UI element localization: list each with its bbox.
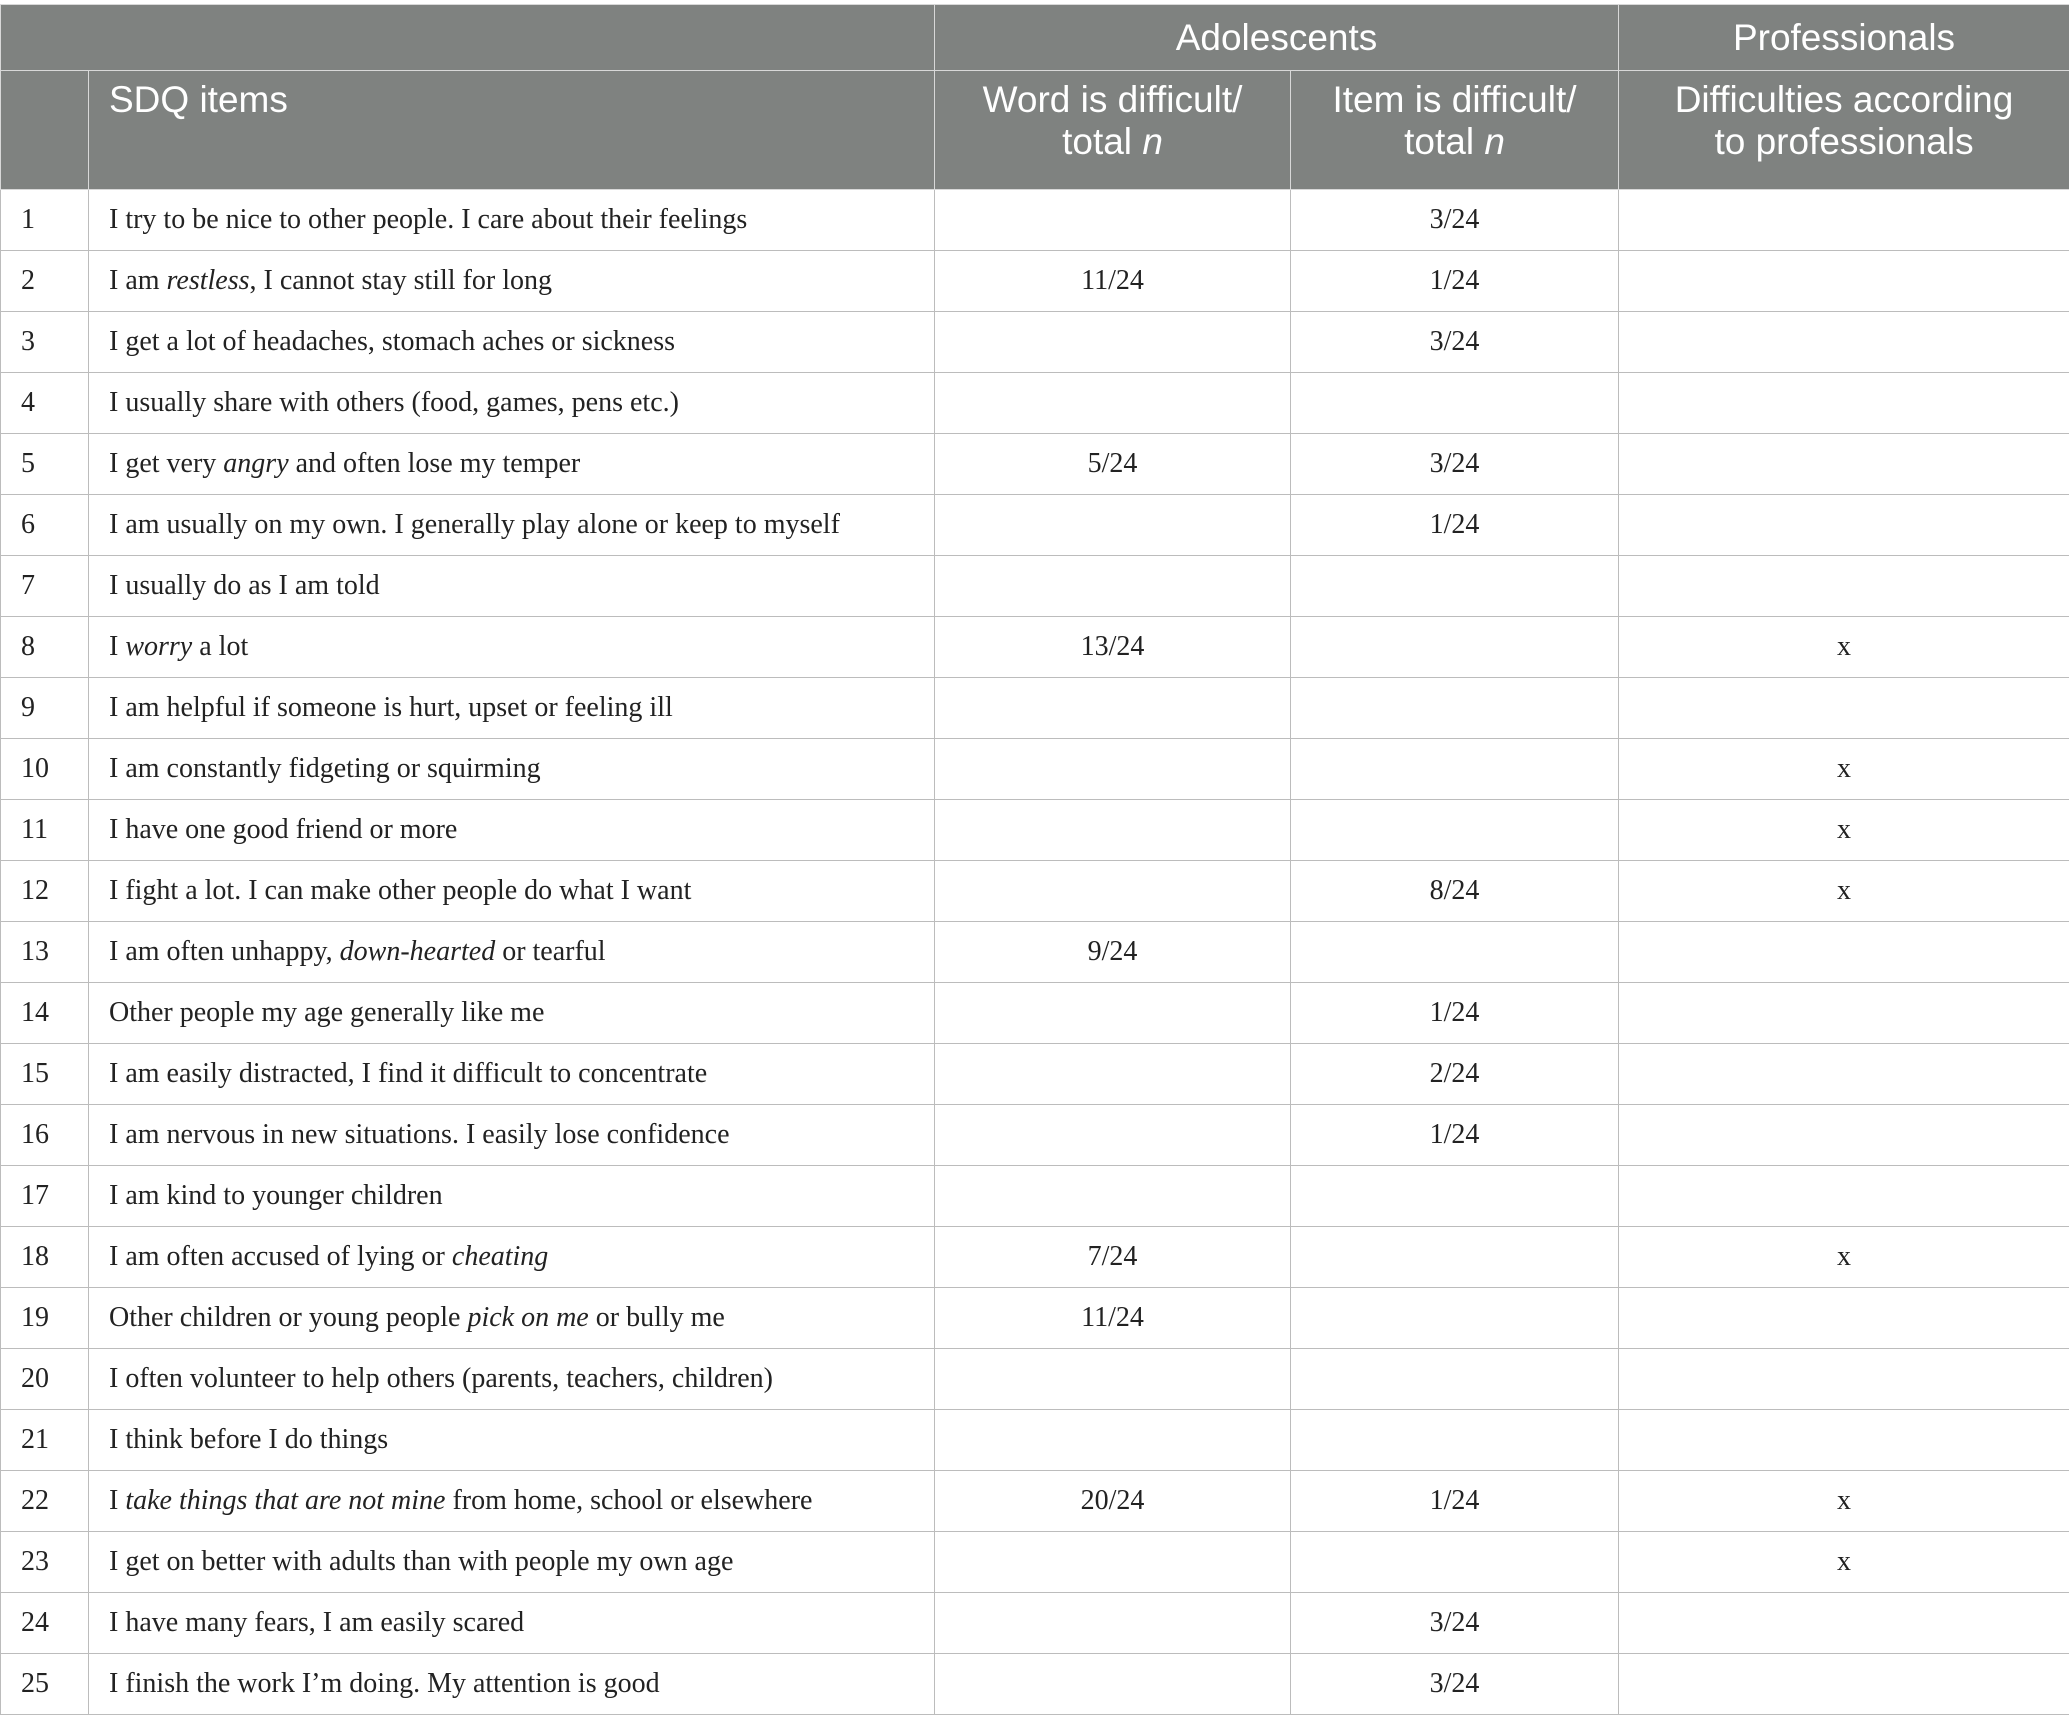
word-difficult-value — [935, 1654, 1291, 1715]
header-group-row — [1, 5, 2069, 71]
item-text-segment: I get a lot of headaches, stomach aches or sickness — [109, 326, 676, 357]
item-number: 21 — [1, 1410, 89, 1471]
table-row — [1, 922, 2069, 983]
word-difficult-value — [935, 1410, 1291, 1471]
item-text — [89, 1349, 935, 1410]
item-text-segment: , I cannot stay still for long — [249, 265, 553, 296]
item-number: 9 — [1, 678, 89, 739]
item-text-segment: I usually share with others (food, games, pens etc.) — [109, 387, 679, 418]
header-professionals-difficulties — [1619, 71, 2069, 190]
item-text — [89, 1288, 935, 1349]
table-row — [1, 1044, 2069, 1105]
item-number: 15 — [1, 1044, 89, 1105]
item-text — [89, 373, 935, 434]
item-difficult-value — [1291, 373, 1619, 434]
item-difficult-value: 2/24 — [1291, 1044, 1619, 1105]
item-text — [89, 983, 935, 1044]
item-difficult-value: 8/24 — [1291, 861, 1619, 922]
word-difficult-value — [935, 1044, 1291, 1105]
item-text — [89, 678, 935, 739]
item-difficult-value — [1291, 739, 1619, 800]
item-text — [89, 1044, 935, 1105]
item-difficult-value: 1/24 — [1291, 251, 1619, 312]
item-text — [89, 861, 935, 922]
table-row — [1, 373, 2069, 434]
professionals-mark — [1619, 312, 2069, 373]
item-difficult-value — [1291, 800, 1619, 861]
item-text-italic-segment: cheating — [451, 1241, 549, 1272]
professionals-mark: x — [1619, 800, 2069, 861]
item-text — [89, 800, 935, 861]
item-text-segment: Other people my age generally like me — [109, 997, 545, 1028]
item-difficult-value — [1291, 1166, 1619, 1227]
header-word-line2: total — [1062, 121, 1143, 162]
professionals-mark — [1619, 1105, 2069, 1166]
word-difficult-value: 11/24 — [935, 251, 1291, 312]
professionals-mark — [1619, 1654, 2069, 1715]
item-text-segment: I — [109, 631, 126, 662]
word-difficult-value — [935, 373, 1291, 434]
item-difficult-value: 1/24 — [1291, 983, 1619, 1044]
item-number: 8 — [1, 617, 89, 678]
item-text-segment: I think before I do things — [109, 1424, 389, 1455]
table-row — [1, 1288, 2069, 1349]
item-number: 18 — [1, 1227, 89, 1288]
item-text-italic-segment: restless — [166, 265, 250, 296]
item-text — [89, 617, 935, 678]
header-column-row — [1, 71, 2069, 190]
table-row — [1, 495, 2069, 556]
item-number: 1 — [1, 190, 89, 251]
item-text-segment: I have many fears, I am easily scared — [109, 1607, 525, 1638]
item-difficult-value: 3/24 — [1291, 312, 1619, 373]
item-difficult-value — [1291, 1288, 1619, 1349]
word-difficult-value — [935, 861, 1291, 922]
item-text — [89, 312, 935, 373]
word-difficult-value — [935, 678, 1291, 739]
item-text-segment: I try to be nice to other people. I care about their feelings — [109, 204, 748, 235]
item-text-segment: from home, school or elsewhere — [445, 1485, 813, 1516]
table-row — [1, 251, 2069, 312]
table-row — [1, 434, 2069, 495]
item-text-segment: and often lose my temper — [288, 448, 581, 479]
item-number: 7 — [1, 556, 89, 617]
item-difficult-value — [1291, 617, 1619, 678]
professionals-mark — [1619, 1349, 2069, 1410]
professionals-mark — [1619, 190, 2069, 251]
item-text — [89, 1471, 935, 1532]
item-text — [89, 434, 935, 495]
item-text — [89, 1227, 935, 1288]
item-text-segment: I am constantly fidgeting or squirming — [109, 753, 541, 784]
professionals-mark: x — [1619, 739, 2069, 800]
item-text — [89, 495, 935, 556]
item-difficult-value: 1/24 — [1291, 1471, 1619, 1532]
professionals-mark — [1619, 1410, 2069, 1471]
header-word-difficult — [935, 71, 1291, 190]
item-text — [89, 1105, 935, 1166]
word-difficult-value — [935, 556, 1291, 617]
word-difficult-value: 11/24 — [935, 1288, 1291, 1349]
item-number: 17 — [1, 1166, 89, 1227]
word-difficult-value — [935, 495, 1291, 556]
word-difficult-value — [935, 1105, 1291, 1166]
item-text — [89, 190, 935, 251]
item-text-segment: I finish the work I’m doing. My attention is good — [109, 1668, 660, 1699]
table-row — [1, 800, 2069, 861]
item-number: 20 — [1, 1349, 89, 1410]
item-text-italic-segment: down-hearted — [339, 936, 496, 967]
header-group-blank — [1, 5, 935, 71]
table-row — [1, 1227, 2069, 1288]
table-row — [1, 1471, 2069, 1532]
item-difficult-value — [1291, 1227, 1619, 1288]
item-text-segment: I am nervous in new situations. I easily lose confidence — [109, 1119, 730, 1150]
header-item-n: n — [1484, 121, 1505, 162]
item-text-segment: I am — [109, 265, 167, 296]
professionals-mark — [1619, 1288, 2069, 1349]
professionals-mark — [1619, 678, 2069, 739]
word-difficult-value — [935, 1166, 1291, 1227]
item-difficult-value: 3/24 — [1291, 434, 1619, 495]
word-difficult-value: 7/24 — [935, 1227, 1291, 1288]
item-number: 13 — [1, 922, 89, 983]
table-row — [1, 861, 2069, 922]
item-difficult-value: 3/24 — [1291, 1593, 1619, 1654]
item-number: 25 — [1, 1654, 89, 1715]
table-row — [1, 678, 2069, 739]
item-difficult-value — [1291, 1532, 1619, 1593]
word-difficult-value — [935, 983, 1291, 1044]
professionals-mark — [1619, 1166, 2069, 1227]
item-text-segment: I have one good friend or more — [109, 814, 458, 845]
professionals-mark — [1619, 434, 2069, 495]
item-text — [89, 1166, 935, 1227]
word-difficult-value — [935, 1593, 1291, 1654]
item-text-italic-segment: angry — [223, 448, 289, 479]
professionals-mark — [1619, 556, 2069, 617]
item-text — [89, 251, 935, 312]
word-difficult-value — [935, 739, 1291, 800]
table-header — [1, 5, 2069, 190]
item-text-segment: I am easily distracted, I find it difficult to concentrate — [109, 1058, 708, 1089]
word-difficult-value — [935, 190, 1291, 251]
item-difficult-value — [1291, 1349, 1619, 1410]
professionals-mark: x — [1619, 1471, 2069, 1532]
professionals-mark — [1619, 1593, 2069, 1654]
professionals-mark — [1619, 983, 2069, 1044]
item-text-segment: I usually do as I am told — [109, 570, 380, 601]
sdq-table — [0, 4, 2069, 1715]
header-item-difficult — [1291, 71, 1619, 190]
header-item-line2: total — [1404, 121, 1485, 162]
item-text-segment: Other children or young people — [109, 1302, 468, 1333]
item-text-segment: I get on better with adults than with people my own age — [109, 1546, 734, 1577]
item-difficult-value — [1291, 922, 1619, 983]
table-row — [1, 190, 2069, 251]
item-difficult-value — [1291, 1410, 1619, 1471]
item-difficult-value — [1291, 556, 1619, 617]
item-text-segment: I — [109, 1485, 126, 1516]
item-text — [89, 1532, 935, 1593]
item-text-segment: I get very — [109, 448, 224, 479]
header-sdq-items: SDQ items — [89, 71, 935, 190]
table-row — [1, 1105, 2069, 1166]
professionals-mark: x — [1619, 1227, 2069, 1288]
item-difficult-value — [1291, 678, 1619, 739]
item-text — [89, 1410, 935, 1471]
table-row — [1, 1349, 2069, 1410]
professionals-mark: x — [1619, 617, 2069, 678]
item-number: 10 — [1, 739, 89, 800]
item-text-italic-segment: pick on me — [467, 1302, 589, 1333]
professionals-mark — [1619, 922, 2069, 983]
header-group-professionals: Professionals — [1619, 5, 2069, 71]
professionals-mark — [1619, 1044, 2069, 1105]
item-text-segment: I often volunteer to help others (parents, teachers, children) — [109, 1363, 773, 1394]
header-word-line1: Word is difficult/ — [982, 79, 1243, 120]
item-text-segment: I am kind to younger children — [109, 1180, 443, 1211]
item-text-segment: or bully me — [588, 1302, 725, 1333]
item-number: 2 — [1, 251, 89, 312]
table-row — [1, 1410, 2069, 1471]
item-number: 3 — [1, 312, 89, 373]
item-number: 23 — [1, 1532, 89, 1593]
item-text-segment: or tearful — [495, 936, 606, 967]
table-row — [1, 739, 2069, 800]
item-text-segment: I am usually on my own. I generally play alone or keep to myself — [109, 509, 840, 540]
item-text — [89, 1654, 935, 1715]
item-number: 16 — [1, 1105, 89, 1166]
professionals-mark: x — [1619, 1532, 2069, 1593]
word-difficult-value: 13/24 — [935, 617, 1291, 678]
item-number: 22 — [1, 1471, 89, 1532]
professionals-mark — [1619, 373, 2069, 434]
professionals-mark: x — [1619, 861, 2069, 922]
table-row — [1, 1532, 2069, 1593]
table-row — [1, 312, 2069, 373]
professionals-mark — [1619, 495, 2069, 556]
professionals-mark — [1619, 251, 2069, 312]
item-number: 5 — [1, 434, 89, 495]
table-row — [1, 1654, 2069, 1715]
word-difficult-value — [935, 1532, 1291, 1593]
item-text-italic-segment: worry — [125, 631, 193, 662]
item-number: 4 — [1, 373, 89, 434]
table-row — [1, 556, 2069, 617]
item-number: 24 — [1, 1593, 89, 1654]
item-text-italic-segment: take things that are not mine — [125, 1485, 446, 1516]
item-text — [89, 739, 935, 800]
word-difficult-value: 9/24 — [935, 922, 1291, 983]
item-text — [89, 922, 935, 983]
item-text-segment: I am often unhappy, — [109, 936, 340, 967]
header-word-n: n — [1142, 121, 1163, 162]
item-text-segment: I am often accused of lying or — [109, 1241, 452, 1272]
item-number: 12 — [1, 861, 89, 922]
item-difficult-value: 3/24 — [1291, 1654, 1619, 1715]
item-text-segment: a lot — [192, 631, 249, 662]
item-difficult-value: 3/24 — [1291, 190, 1619, 251]
table-row — [1, 983, 2069, 1044]
word-difficult-value — [935, 800, 1291, 861]
item-number: 11 — [1, 800, 89, 861]
header-prof-line2: to professionals — [1714, 121, 1974, 162]
item-number: 14 — [1, 983, 89, 1044]
table-row — [1, 617, 2069, 678]
item-difficult-value: 1/24 — [1291, 1105, 1619, 1166]
word-difficult-value: 5/24 — [935, 434, 1291, 495]
item-number: 19 — [1, 1288, 89, 1349]
item-text — [89, 1593, 935, 1654]
word-difficult-value — [935, 312, 1291, 373]
header-item-line1: Item is difficult/ — [1332, 79, 1577, 120]
table-row — [1, 1166, 2069, 1227]
header-prof-line1: Difficulties according — [1674, 79, 2014, 120]
header-num-blank — [1, 71, 89, 190]
word-difficult-value: 20/24 — [935, 1471, 1291, 1532]
item-text — [89, 556, 935, 617]
header-group-adolescents: Adolescents — [935, 5, 1619, 71]
item-text-segment: I fight a lot. I can make other people do what I want — [109, 875, 692, 906]
table-row — [1, 1593, 2069, 1654]
word-difficult-value — [935, 1349, 1291, 1410]
item-number: 6 — [1, 495, 89, 556]
table-body — [1, 190, 2069, 1715]
item-text-segment: I am helpful if someone is hurt, upset or feeling ill — [109, 692, 673, 723]
item-difficult-value: 1/24 — [1291, 495, 1619, 556]
